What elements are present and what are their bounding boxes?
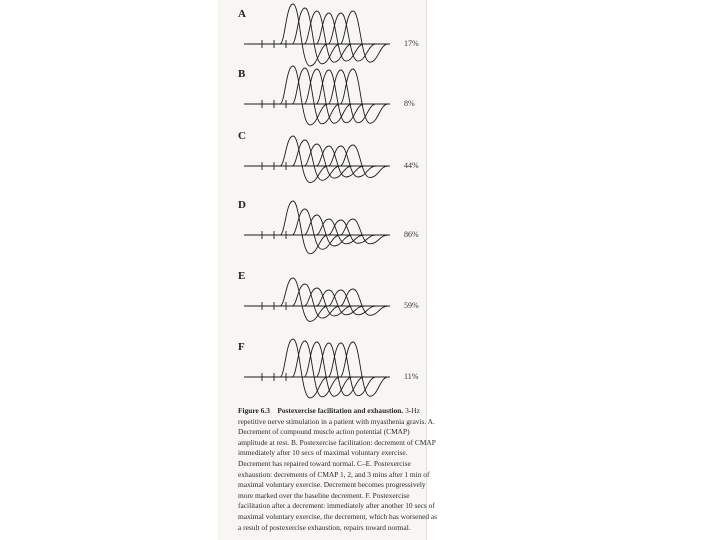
panel-decrement-b: 8% xyxy=(404,99,415,108)
panel-label-b: B xyxy=(238,68,246,80)
cmap-response xyxy=(328,290,376,315)
panel-label-d: D xyxy=(238,199,246,211)
panel-label-e: E xyxy=(238,270,246,282)
panel-traces-c xyxy=(244,136,390,183)
figure-caption xyxy=(238,406,438,533)
panel-traces-a xyxy=(244,4,390,66)
figure-title: Postexercise facilitation and exhaustion. xyxy=(277,406,404,415)
cmap-response xyxy=(292,140,340,180)
cmap-response xyxy=(340,219,388,244)
panel-label-f: F xyxy=(238,341,245,353)
cmap-response xyxy=(340,69,388,123)
cmap-response xyxy=(304,215,352,246)
cmap-response xyxy=(328,70,376,123)
cmap-response xyxy=(340,11,388,62)
cmap-response xyxy=(328,343,376,396)
panel-decrement-f: 11% xyxy=(404,372,419,381)
cmap-response xyxy=(316,13,364,61)
cmap-response xyxy=(292,8,340,64)
panel-decrement-a: 17% xyxy=(404,39,419,48)
panel-decrement-d: 86% xyxy=(404,230,419,239)
cmap-response xyxy=(316,146,364,177)
panel-decrement-c: 44% xyxy=(404,161,419,170)
panel-label-c: C xyxy=(238,130,246,142)
cmap-response xyxy=(316,290,364,315)
panel-label-a: A xyxy=(238,8,246,20)
cmap-response xyxy=(316,343,364,396)
panel-traces-d xyxy=(244,201,390,254)
cmap-response xyxy=(340,342,388,396)
cmap-response xyxy=(280,4,328,66)
panel-traces-f xyxy=(244,339,390,398)
figure-caption-body: 3-Hz repetitive nerve stimulation in a patient with myasthenia gravis. A. Decrement of compound muscle action potential (CMAP) amplitude at rest. B. Postexercise facilitation: decrement of CMAP immediately after 10 secs of maximal voluntary exercise. Decrement has repaired toward normal. C–E. Postexercise exhaustion: decrements of CMAP 1, 2, and 3 mins after 1 min of maximal voluntary exercise. Decrement becomes progressively more marked over the baseline decrement. F. Postexercise facilitation after a decrement: immediately after another 10 secs of maximal voluntary exercise, the decrement, which has worsened as a result of postexercise exhaustion, repairs toward normal. xyxy=(238,406,438,532)
cmap-response xyxy=(328,13,376,61)
panel-traces-e xyxy=(244,278,390,321)
panel-decrement-e: 59% xyxy=(404,301,419,310)
cmap-response xyxy=(328,220,376,243)
cmap-response xyxy=(328,146,376,177)
cmap-response xyxy=(316,70,364,123)
panel-traces-b xyxy=(244,66,390,125)
figure-id: Figure 6.3 xyxy=(238,406,270,415)
cmap-response xyxy=(340,289,388,315)
cmap-response xyxy=(340,145,388,178)
